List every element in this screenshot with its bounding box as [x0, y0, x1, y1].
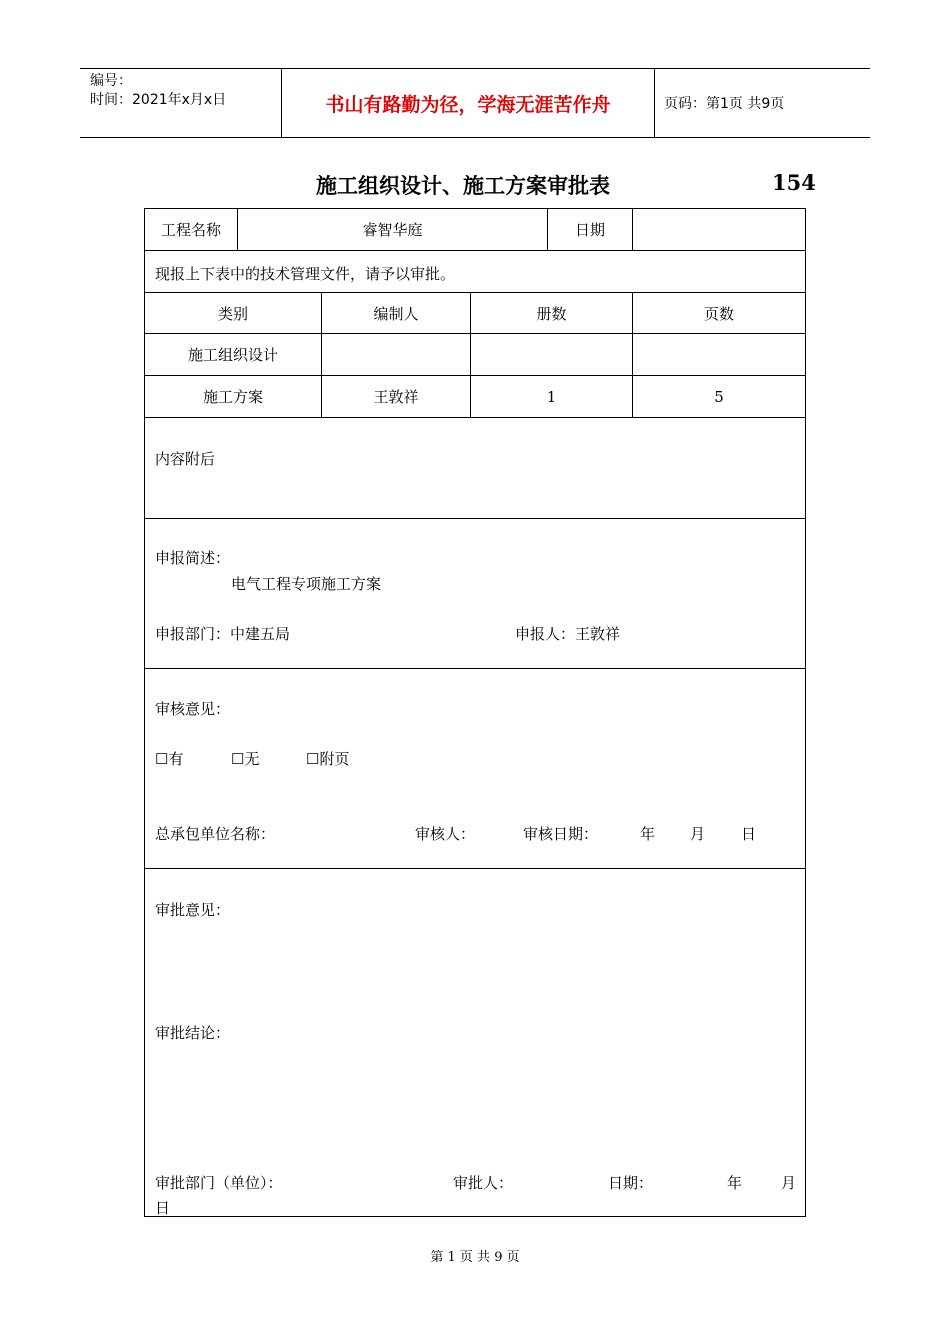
- approval-form: [144, 208, 806, 1217]
- table-row-category: 施工方案: [202, 388, 263, 406]
- review-opinion-label: 审核意见：: [155, 700, 231, 718]
- approver-label: 审批人：: [453, 1174, 514, 1192]
- time-label: 时间：2021年x月x日: [90, 92, 227, 108]
- page-header: [80, 68, 870, 138]
- intro-text: 现报上下表中的技术管理文件，请予以审批。: [155, 265, 456, 283]
- number-label: 编号：: [90, 73, 132, 89]
- date-label: 日期: [574, 221, 605, 239]
- review-month: 月: [690, 825, 706, 843]
- row-divider: [145, 518, 805, 519]
- reviewer-label: 审核人：: [415, 825, 476, 843]
- table-row-author: [322, 334, 470, 375]
- checkbox-attachment[interactable]: ☐附页: [306, 750, 350, 768]
- table-row-pages: 5: [714, 387, 724, 406]
- review-date-label: 审核日期：: [523, 825, 599, 843]
- column-header-author: 编制人: [373, 304, 419, 323]
- document-title: 施工组织设计、施工方案审批表: [316, 173, 610, 198]
- report-summary: 电气工程专项施工方案: [231, 575, 382, 593]
- page-info: 页码：第1页 共9页: [664, 96, 785, 112]
- table-row-volumes: [471, 334, 632, 375]
- date-value: [633, 209, 805, 250]
- table-row-volumes: 1: [546, 387, 557, 406]
- approval-opinion-label: 审批意见：: [155, 901, 231, 919]
- column-header-volumes: 册数: [536, 304, 567, 323]
- row-divider: [145, 250, 805, 251]
- column-header-category: 类别: [217, 304, 248, 323]
- approval-date-label: 日期：: [608, 1174, 654, 1192]
- row-divider: [145, 668, 805, 669]
- approval-month: 月: [781, 1174, 797, 1192]
- column-header-pages: 页数: [703, 304, 734, 323]
- review-day: 日: [741, 825, 757, 843]
- report-person: 申报人：王敦祥: [515, 625, 621, 643]
- approval-department-label: 审批部门（单位）：: [155, 1174, 283, 1192]
- project-name-label: 工程名称: [160, 221, 221, 239]
- report-summary-label: 申报简述：: [155, 549, 231, 567]
- header-motto: 书山有路勤为径，学海无涯苦作舟: [325, 93, 611, 116]
- table-row-author: 王敦祥: [373, 388, 419, 406]
- header-divider: [654, 69, 655, 137]
- row-divider: [145, 417, 805, 418]
- checkbox-yes[interactable]: ☐有: [155, 750, 184, 768]
- checkbox-no[interactable]: ☐无: [231, 750, 260, 768]
- approval-day: 日: [155, 1199, 171, 1217]
- contractor-name-label: 总承包单位名称：: [155, 825, 276, 843]
- review-year: 年: [640, 825, 656, 843]
- row-divider: [145, 868, 805, 869]
- header-meta: [90, 72, 226, 110]
- project-name-value: 睿智华庭: [362, 221, 423, 239]
- page-footer: 第 1 页 共 9 页: [430, 1250, 520, 1265]
- content-note: 内容附后: [155, 450, 216, 468]
- form-number: 154: [772, 170, 816, 195]
- approval-year: 年: [727, 1174, 743, 1192]
- report-department: 申报部门：中建五局: [155, 625, 291, 643]
- table-row-pages: [633, 334, 805, 375]
- approval-conclusion-label: 审批结论：: [155, 1024, 231, 1042]
- table-row-category: 施工组织设计: [187, 346, 278, 364]
